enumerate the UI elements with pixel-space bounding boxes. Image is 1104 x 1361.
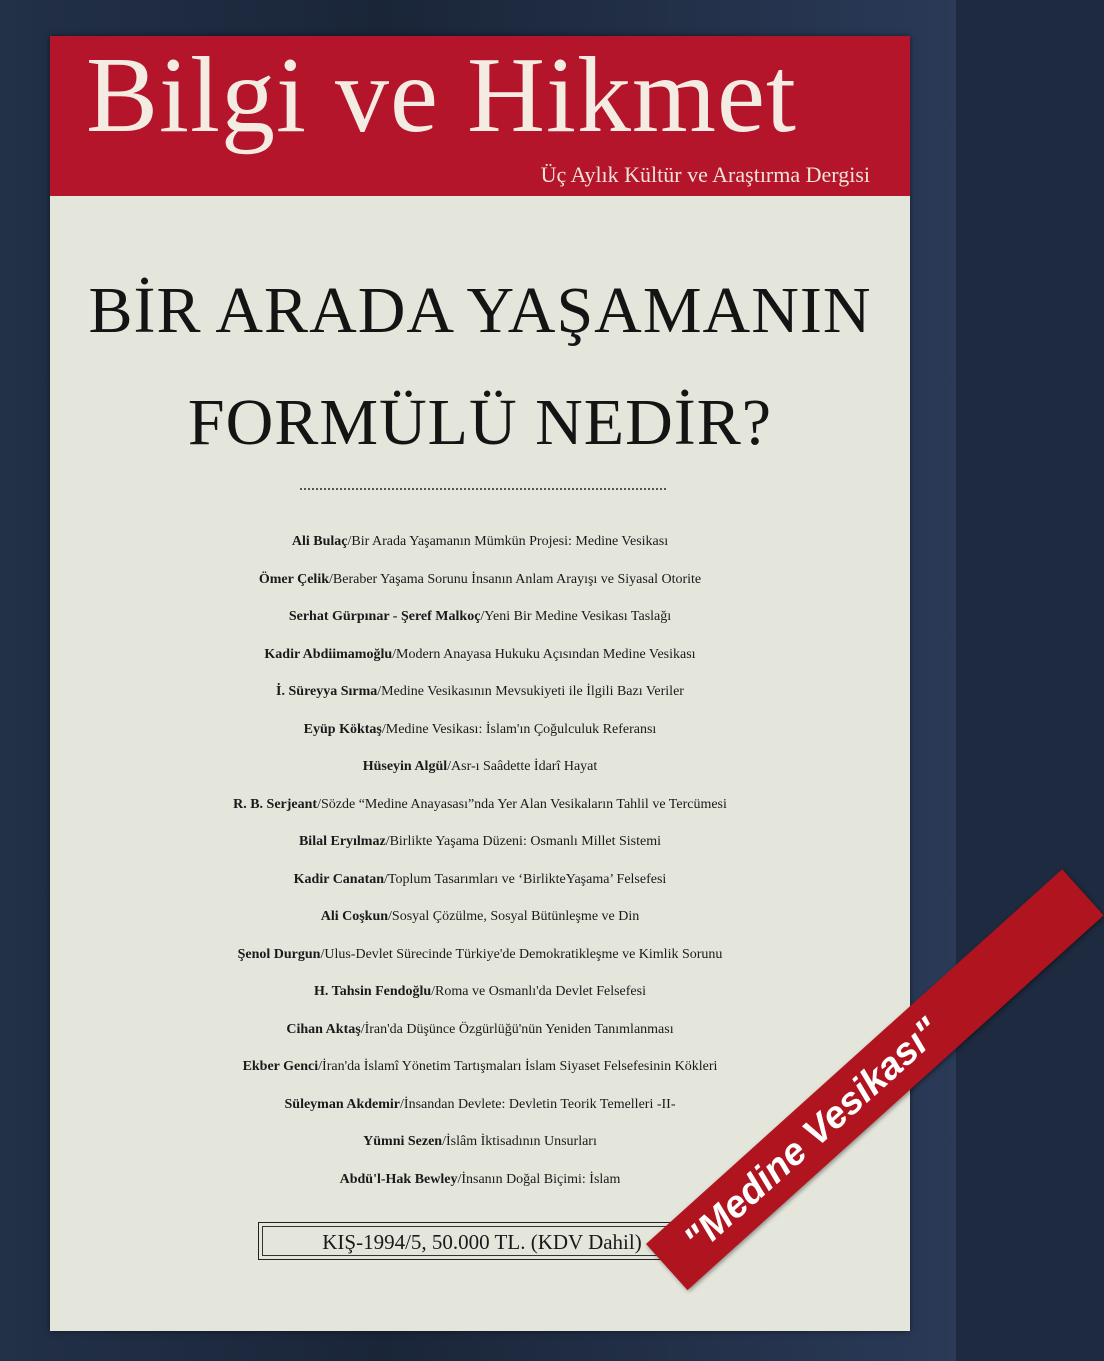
toc-article-title: /Roma ve Osmanlı'da Devlet Felsefesi bbox=[431, 984, 646, 999]
toc-author: Şenol Durgun bbox=[237, 946, 321, 962]
toc-author: Ali Coşkun bbox=[320, 909, 389, 924]
toc-author: Kadir Abdiimamoğlu bbox=[264, 646, 393, 662]
headline-line-1: BİR ARADA YAŞAMANIN bbox=[88, 274, 872, 347]
masthead bbox=[50, 36, 910, 196]
toc-author: Serhat Gürpınar - Şeref Malkoç bbox=[288, 609, 481, 624]
price-box bbox=[258, 1222, 706, 1260]
toc-entry bbox=[50, 1086, 910, 1124]
toc-author: Ali Bulaç bbox=[291, 534, 348, 549]
dotted-divider bbox=[300, 488, 666, 490]
toc-article-title: /İnsandan Devlete: Devletin Teorik Temelleri -II- bbox=[400, 1096, 676, 1112]
price-text: KIŞ-1994/5, 50.000 TL. (KDV Dahil) bbox=[262, 1226, 702, 1256]
toc-article-title: /İran'da Düşünce Özgürlüğü'nün Yeniden Tanımlanması bbox=[360, 1021, 674, 1037]
toc-author: Yümni Sezen bbox=[363, 1134, 443, 1149]
toc-author: H. Tahsin Fendoğlu bbox=[314, 984, 432, 999]
toc-article-title: /Modern Anayasa Hukuku Açısından Medine Vesikası bbox=[392, 646, 696, 662]
toc-entry bbox=[50, 673, 910, 711]
toc-entry bbox=[50, 598, 910, 636]
toc-entry bbox=[50, 823, 910, 861]
cover-headline bbox=[50, 272, 910, 459]
toc-entry bbox=[50, 898, 910, 936]
toc-article-title: /Ulus-Devlet Sürecinde Türkiye'de Demokratikleşme ve Kimlik Sorunu bbox=[320, 946, 723, 962]
toc-article-title: /Yeni Bir Medine Vesikası Taslağı bbox=[480, 609, 672, 624]
toc-article-title: /İran'da İslamî Yönetim Tartışmaları İslam Siyaset Felsefesinin Kökleri bbox=[318, 1059, 718, 1074]
toc-article-title: /Toplum Tasarımları ve ‘BirlikteYaşama’ Felsefesi bbox=[384, 871, 667, 887]
toc-entry bbox=[50, 636, 910, 674]
toc-author: Kadir Canatan bbox=[293, 871, 385, 887]
toc-author: Hüseyin Algül bbox=[362, 759, 448, 774]
magazine-title: Bilgi ve Hikmet bbox=[86, 36, 797, 155]
toc-entry bbox=[50, 1011, 910, 1049]
toc-article-title: /Asr-ı Saâdette İdarî Hayat bbox=[447, 759, 598, 774]
toc-article-title: /İnsanın Doğal Biçimi: İslam bbox=[457, 1171, 621, 1187]
toc-author: Abdü'l-Hak Bewley bbox=[339, 1171, 458, 1187]
toc-entry bbox=[50, 561, 910, 599]
toc-entry bbox=[50, 1048, 910, 1086]
magazine-cover bbox=[50, 36, 949, 1331]
toc-author: Eyüp Köktaş bbox=[303, 721, 382, 737]
toc-entry bbox=[50, 973, 910, 1011]
toc-entry bbox=[50, 748, 910, 786]
toc-article-title: /Sosyal Çözülme, Sosyal Bütünleşme ve Din bbox=[388, 909, 640, 924]
toc-entry bbox=[50, 786, 910, 824]
toc-article-title: /Bir Arada Yaşamanın Mümkün Projesi: Medine Vesikası bbox=[347, 534, 669, 549]
toc-article-title: /İslâm İktisadının Unsurları bbox=[442, 1134, 597, 1149]
toc-entry bbox=[50, 861, 910, 899]
toc-author: Cihan Aktaş bbox=[286, 1021, 361, 1037]
toc-author: Bilal Eryılmaz bbox=[298, 834, 386, 849]
headline-line-2: FORMÜLÜ NEDİR? bbox=[187, 386, 773, 459]
toc-author: İ. Süreyya Sırma bbox=[276, 684, 378, 699]
toc-author: Süleyman Akdemir bbox=[284, 1096, 401, 1112]
toc-entry bbox=[50, 523, 910, 561]
table-of-contents bbox=[50, 523, 910, 1198]
toc-article-title: /Medine Vesikası: İslam'ın Çoğulculuk Referansı bbox=[381, 721, 657, 737]
magazine-subtitle: Üç Aylık Kültür ve Araştırma Dergisi bbox=[540, 162, 870, 187]
toc-article-title: /Medine Vesikasının Mevsukiyeti ile İlgili Bazı Veriler bbox=[377, 684, 684, 699]
toc-author: Ekber Genci bbox=[242, 1059, 319, 1074]
toc-entry bbox=[50, 936, 910, 974]
toc-article-title: /Sözde “Medine Anayasası”nda Yer Alan Vesikaların Tahlil ve Tercümesi bbox=[317, 796, 727, 812]
toc-article-title: /Birlikte Yaşama Düzeni: Osmanlı Millet Sistemi bbox=[385, 834, 662, 849]
toc-author: R. B. Serjeant bbox=[233, 796, 318, 812]
toc-entry bbox=[50, 711, 910, 749]
toc-article-title: /Beraber Yaşama Sorunu İnsanın Anlam Arayışı ve Siyasal Otorite bbox=[329, 571, 702, 587]
toc-author: Ömer Çelik bbox=[258, 571, 329, 587]
sash-text: "Medine Vesikası" bbox=[676, 1010, 949, 1262]
